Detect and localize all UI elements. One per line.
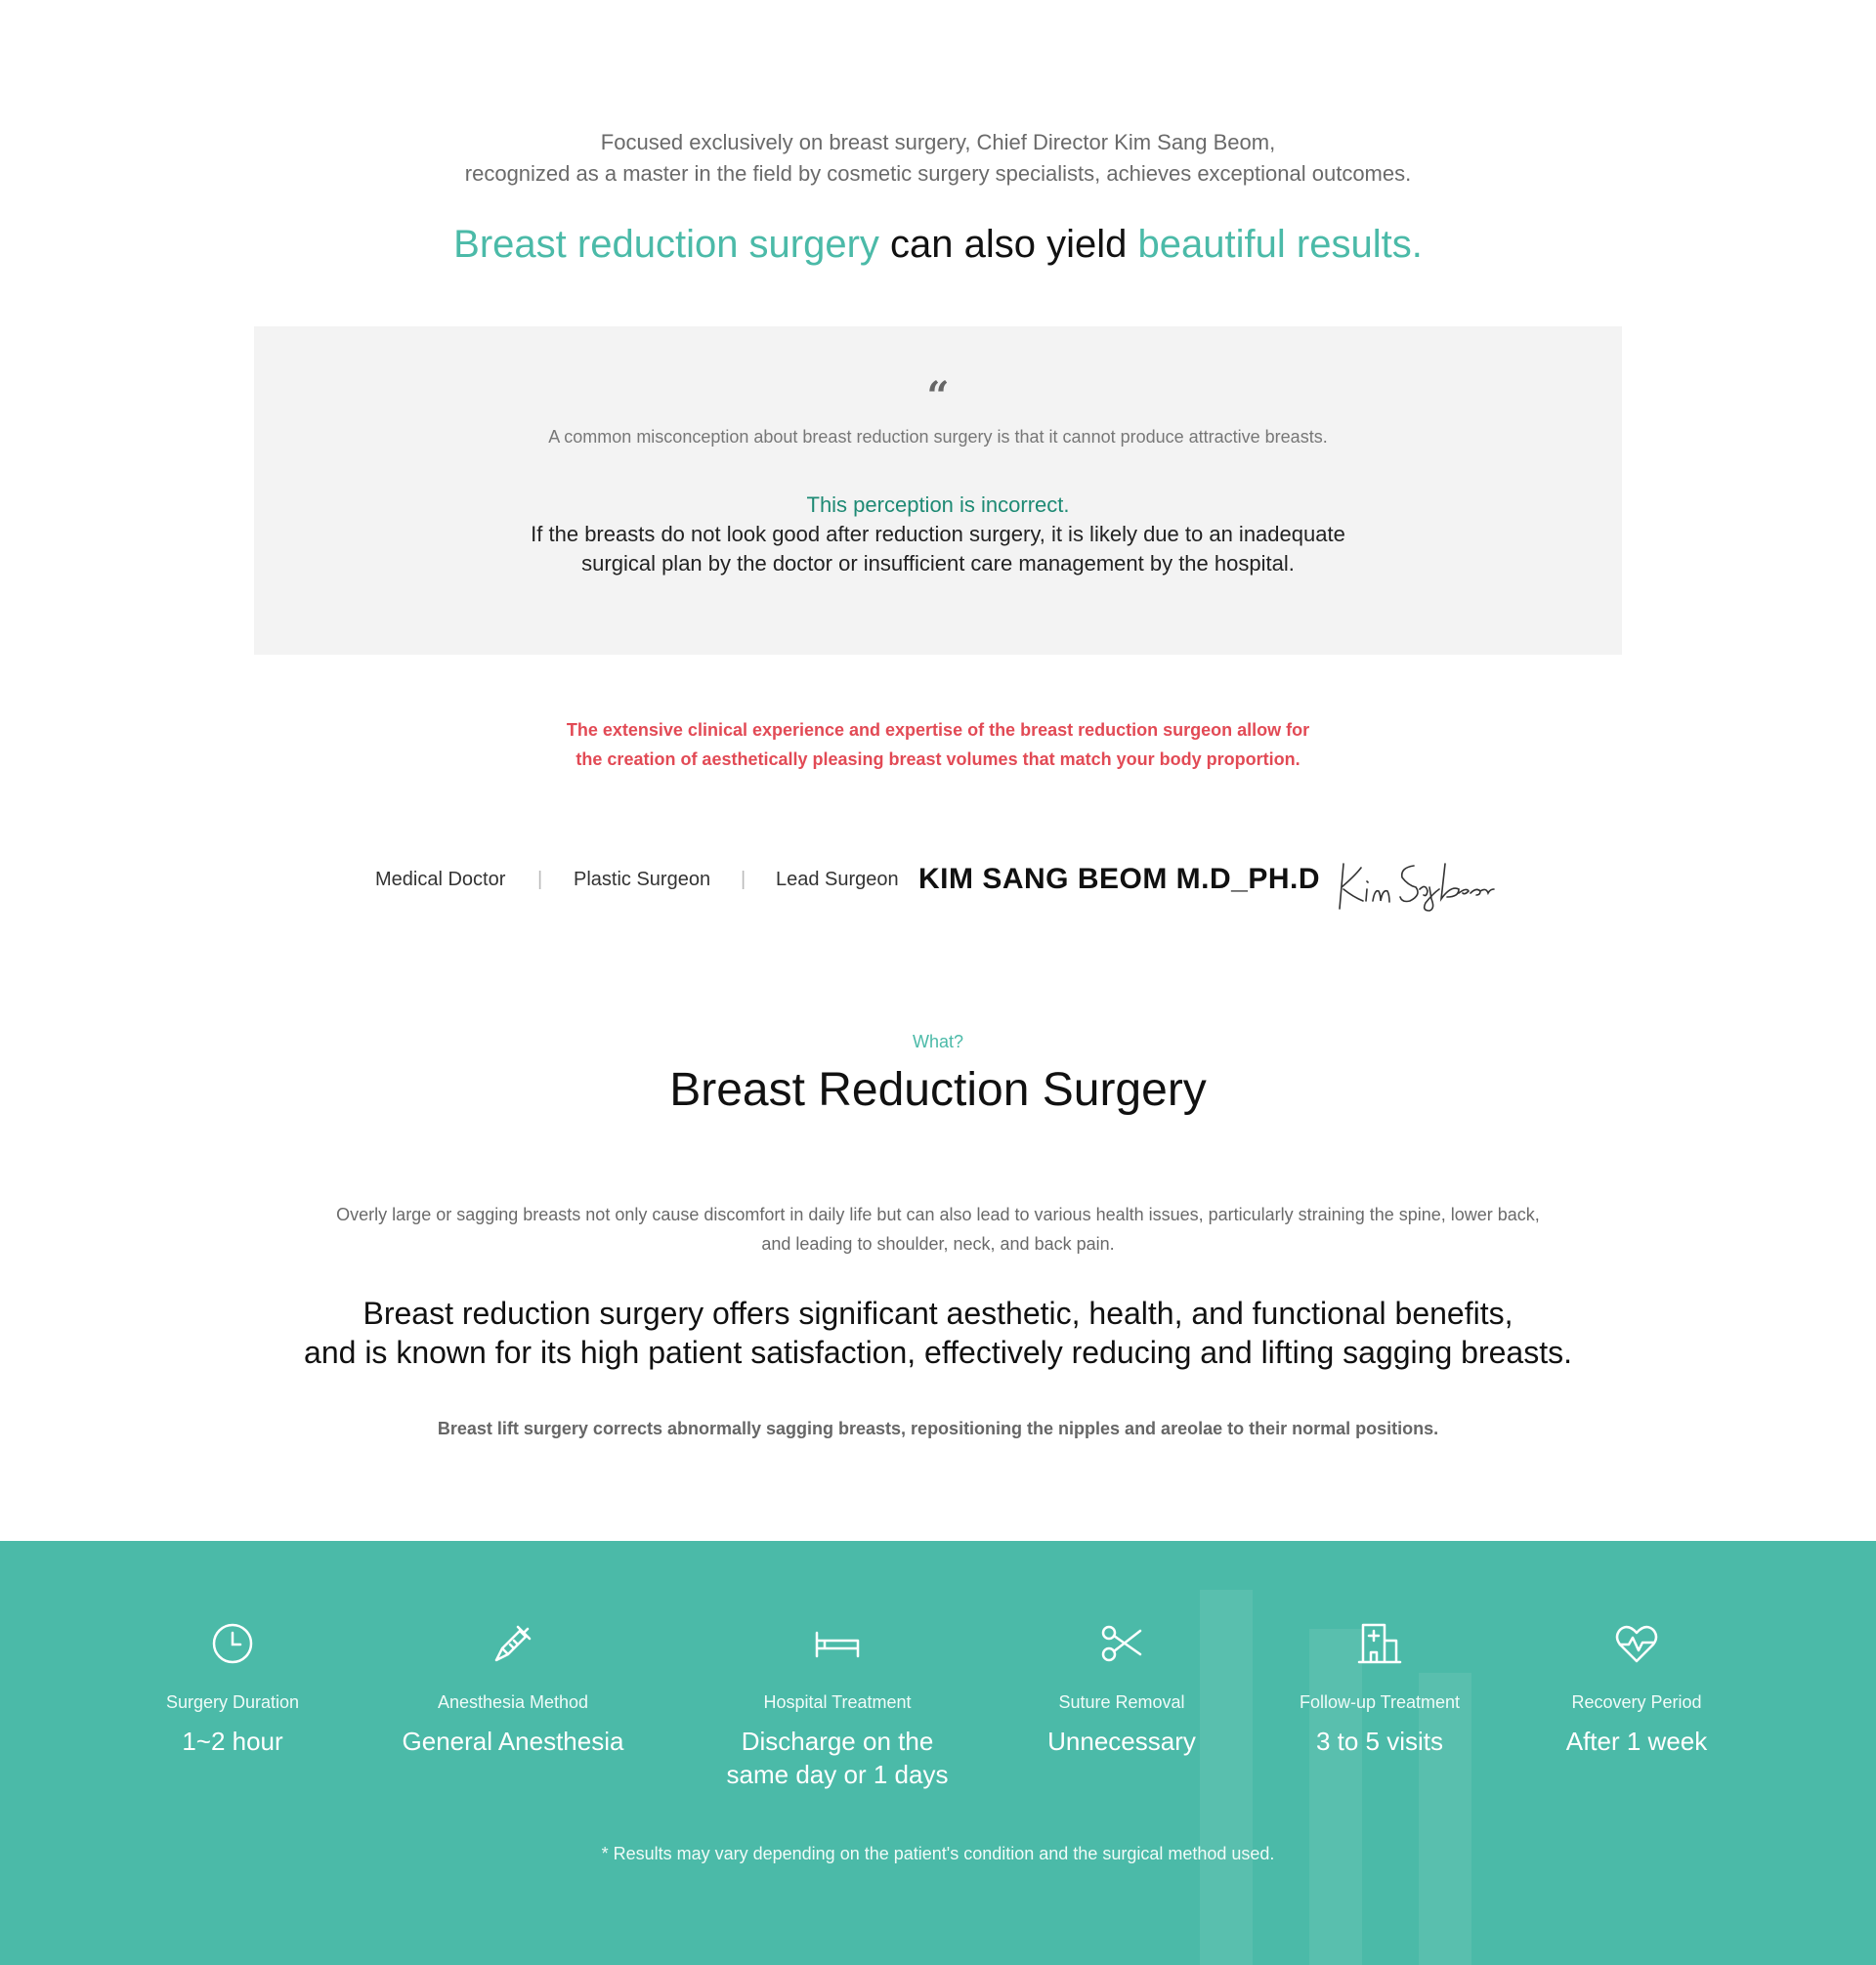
quote-box [254, 326, 1622, 655]
info-suture-removal [995, 1619, 1249, 1758]
info-value: 3 to 5 visits [1315, 1727, 1444, 1756]
section-title: Breast Reduction Surgery [669, 1064, 1207, 1116]
section-lead-line: Breast reduction surgery offers significant aesthetic, health, and functional benefits, [362, 1296, 1514, 1331]
surgery-info-band [0, 1541, 1876, 1965]
heartbeat-icon [1612, 1619, 1661, 1668]
section-description [0, 1200, 1876, 1259]
expertise-note-line: the creation of aesthetically pleasing breast volumes that match your body proportion. [576, 749, 1300, 769]
info-follow-up-treatment [1253, 1619, 1507, 1758]
headline-middle: can also yield [878, 223, 1138, 266]
info-value: General Anesthesia [402, 1727, 624, 1756]
syringe-icon [489, 1619, 537, 1668]
section-eyebrow: What? [912, 1032, 964, 1051]
quote-body-line: If the breasts do not look good after reduction surgery, it is likely due to an inadequate [531, 522, 1345, 546]
intro-line: recognized as a master in the field by cosmetic surgery specialists, achieves exceptional outcomes. [464, 161, 1412, 186]
section-description-line: Overly large or sagging breasts not only cause discomfort in daily life but can also lead to various health issues, particularly straining the spine, lower back, [336, 1205, 1540, 1224]
credential-separator: | [741, 869, 746, 890]
info-value-line: Discharge on the [741, 1727, 934, 1756]
hospital-icon [1355, 1619, 1404, 1668]
quote-text: A common misconception about breast reduction surgery is that it cannot produce attractive breasts. [548, 427, 1328, 447]
info-value: Unnecessary [1047, 1727, 1196, 1756]
expertise-note [0, 715, 1876, 774]
info-label: Recovery Period [1571, 1692, 1702, 1712]
credential-separator: | [537, 869, 543, 890]
section-lead [0, 1294, 1876, 1372]
info-surgery-duration [106, 1619, 360, 1758]
signature-image [1334, 850, 1500, 917]
info-value: After 1 week [1565, 1727, 1708, 1756]
intro-text [0, 127, 1876, 190]
quote-correction: This perception is incorrect. [806, 492, 1070, 517]
credential-medical-doctor: Medical Doctor [375, 869, 506, 890]
info-value-line: same day or 1 days [726, 1760, 949, 1789]
info-value [710, 1725, 964, 1791]
clock-icon [208, 1619, 257, 1668]
section-note: Breast lift surgery corrects abnormally sagging breasts, repositioning the nipples and areolae to their normal positions. [437, 1419, 1439, 1438]
info-recovery-period [1510, 1619, 1764, 1758]
section-description-line: and leading to shoulder, neck, and back pain. [761, 1234, 1115, 1254]
headline-highlight: beautiful results. [1137, 223, 1423, 266]
info-label: Follow-up Treatment [1299, 1692, 1461, 1712]
headline [0, 217, 1876, 272]
results-disclaimer: * Results may vary depending on the patient's condition and the surgical method used. [601, 1844, 1275, 1863]
credential-plastic-surgeon: Plastic Surgeon [574, 869, 711, 890]
info-hospital-treatment [710, 1619, 964, 1791]
scissors-icon [1097, 1619, 1146, 1668]
credential-lead-surgeon: Lead Surgeon [776, 869, 899, 890]
doctor-name: KIM SANG BEOM M.D_PH.D [918, 863, 1321, 895]
bed-icon [813, 1619, 862, 1668]
info-label: Hospital Treatment [763, 1692, 912, 1712]
section-lead-line: and is known for its high patient satisfaction, effectively reducing and lifting sagging breasts. [304, 1335, 1572, 1370]
headline-highlight: Breast reduction surgery [453, 223, 879, 266]
doctor-credentials [0, 852, 1876, 907]
quote-body [254, 520, 1622, 578]
info-label: Surgery Duration [165, 1692, 300, 1712]
info-label: Suture Removal [1058, 1692, 1185, 1712]
info-label: Anesthesia Method [437, 1692, 589, 1712]
info-value: 1~2 hour [182, 1727, 283, 1756]
info-anesthesia-method [386, 1619, 640, 1758]
quote-mark-icon: “ [926, 373, 950, 419]
quote-body-line: surgical plan by the doctor or insufficient care management by the hospital. [581, 551, 1295, 576]
expertise-note-line: The extensive clinical experience and expertise of the breast reduction surgeon allow for [566, 720, 1310, 740]
intro-line: Focused exclusively on breast surgery, Chief Director Kim Sang Beom, [600, 130, 1276, 154]
